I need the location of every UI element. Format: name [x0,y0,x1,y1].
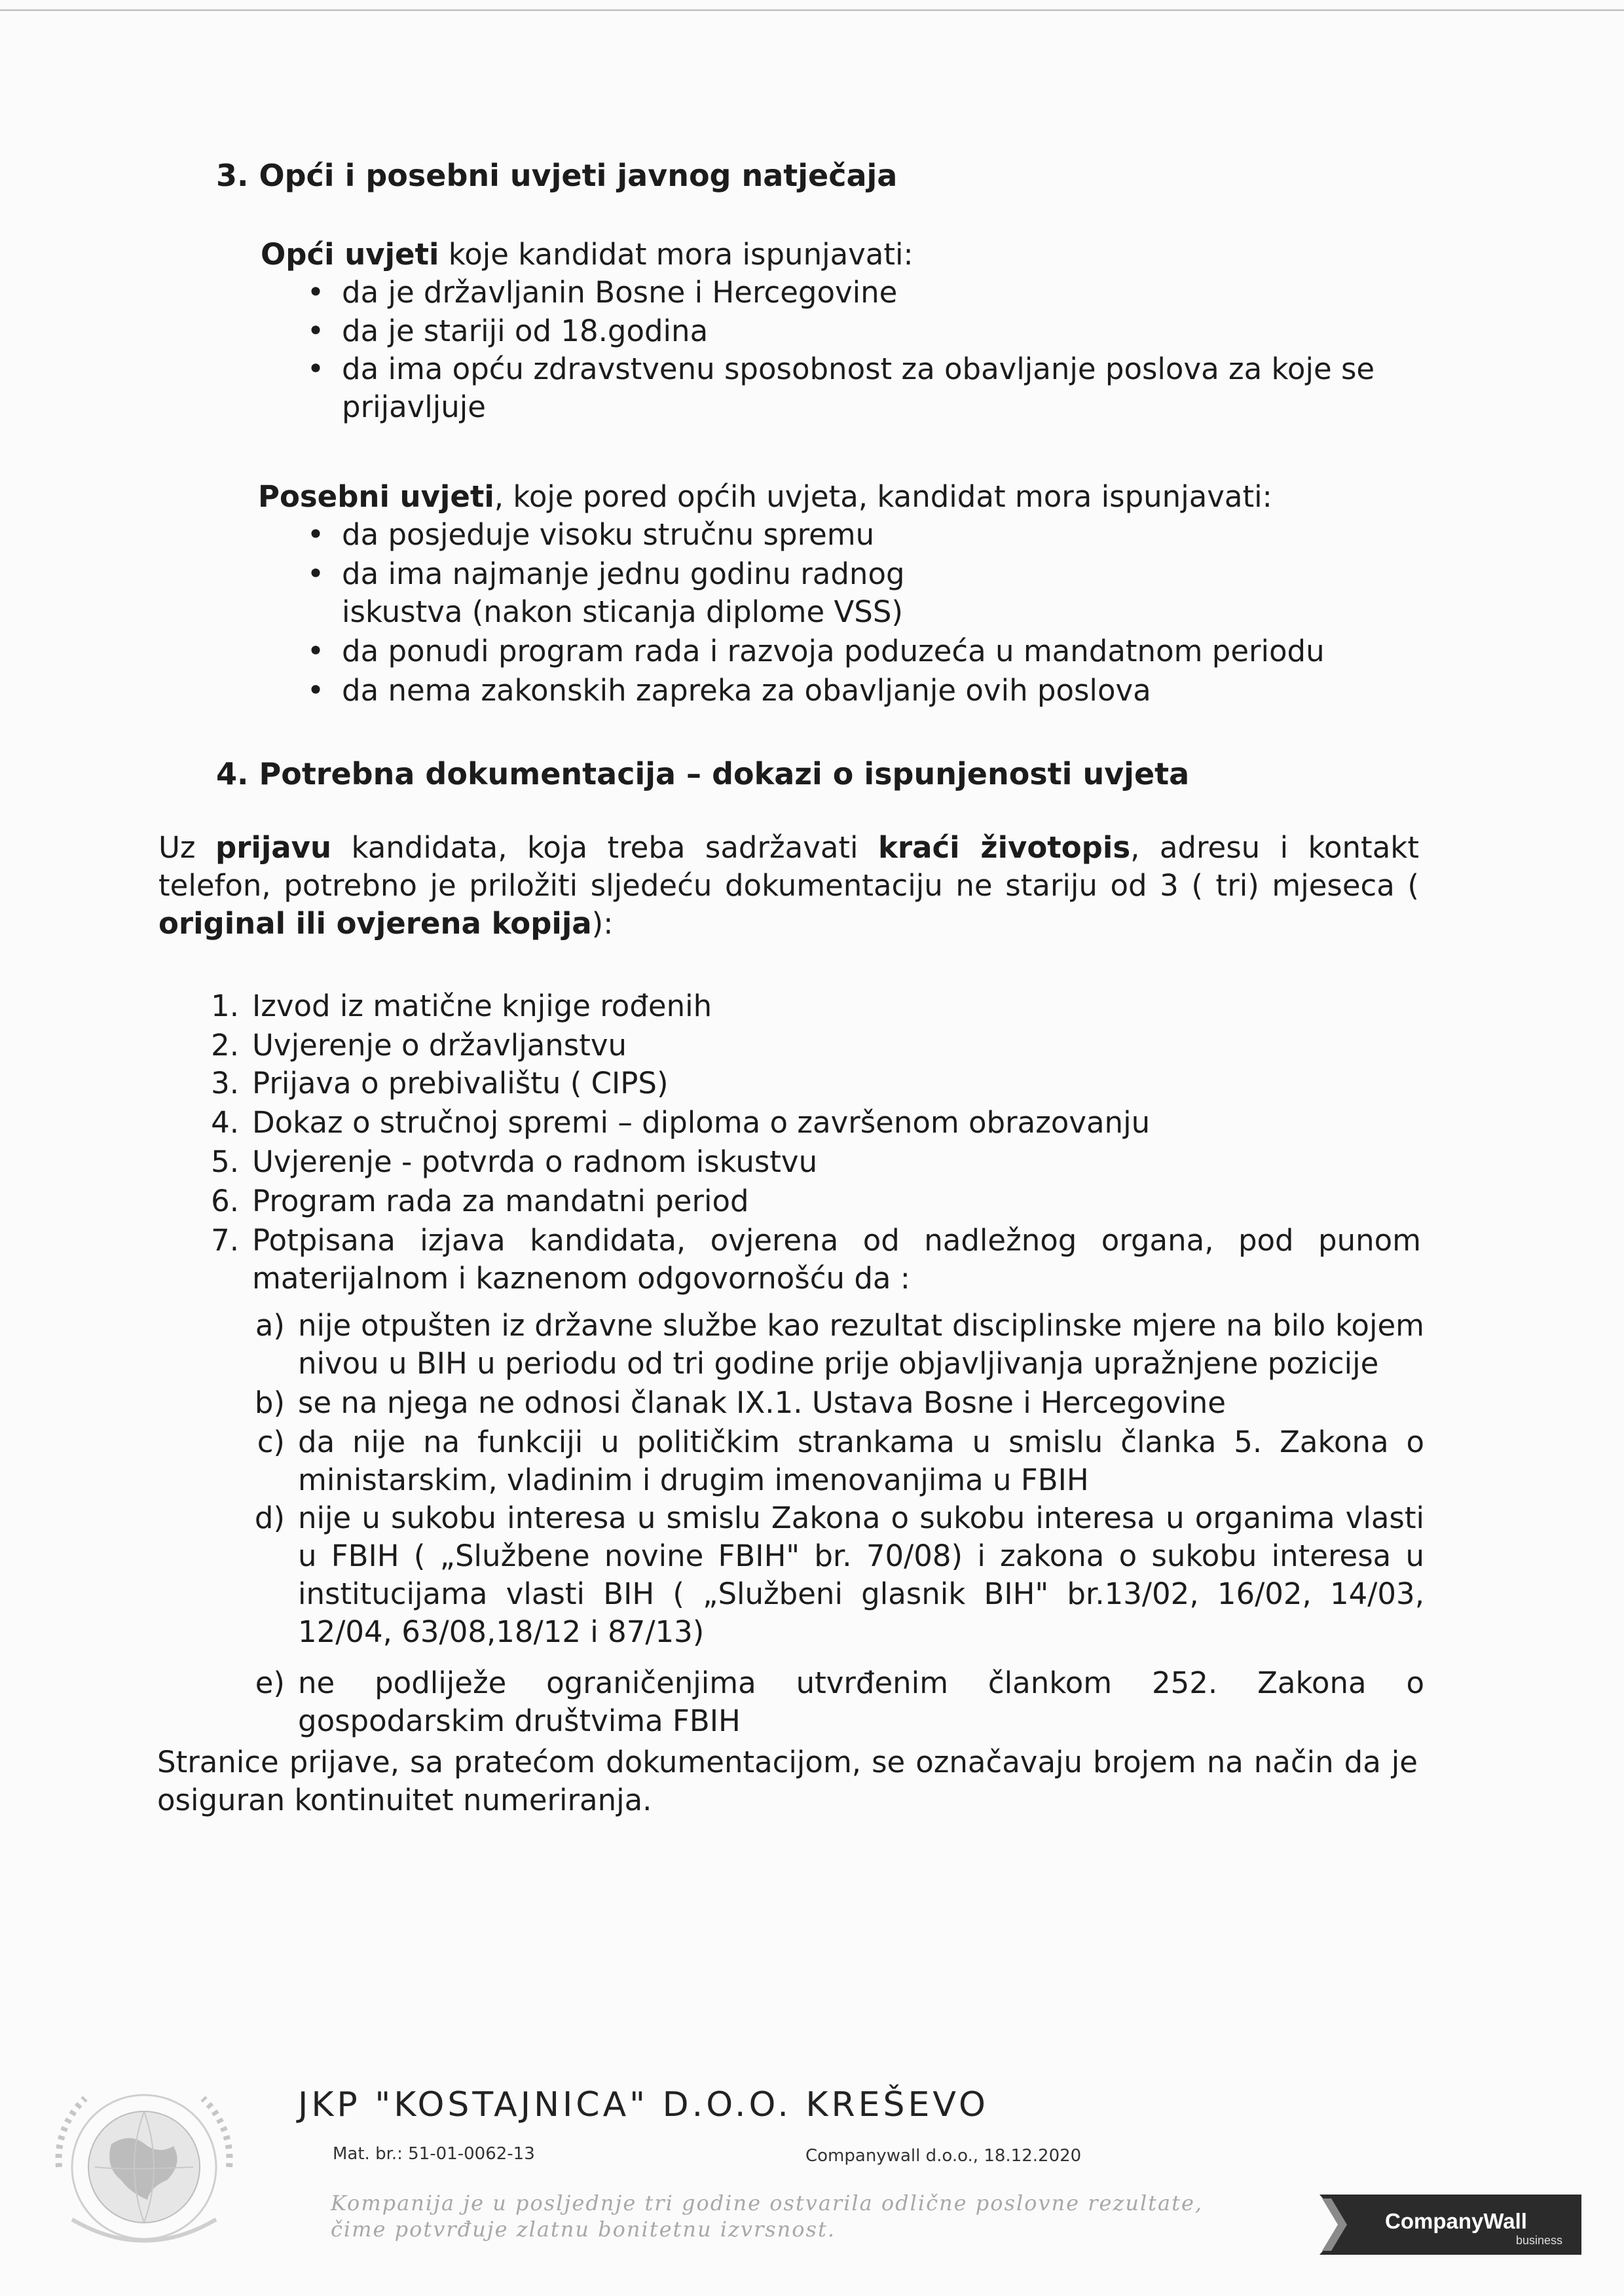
statement-sub-item-text: se na njega ne odnosi članak IX.1. Ustava Bosne i Hercegovine [298,1385,1226,1420]
document-item-text: Prijava o prebivalištu ( CIPS) [252,1066,669,1101]
special-conditions-label: Posebni uvjeti [258,479,494,514]
certificate-motto: Kompanija je u posljednje tri godine ostvarila odlične poslovne rezultate, čime potvrđuje zlatnu bonitetnu izvrsnost. [331,2191,1204,2242]
special-conditions-text: , koje pored općih uvjeta, kandidat mora ispunjavati: [494,479,1272,514]
document-item-number: 5. [211,1144,239,1179]
intro-text: ): [591,906,614,941]
bullet-marker: • [306,314,325,348]
intro-text: kandidata, koja treba sadržavati [331,830,878,865]
statement-sub-item-letter: a) [255,1308,285,1343]
company-name: JKP "KOSTAJNICA" D.O.O. KREŠEVO [298,2085,989,2124]
companywall-badge [1320,2195,1581,2255]
special-condition-item-text: da posjeduje visoku stručnu spremu [342,517,875,552]
general-condition-item-text: da ima opću zdravstvenu sposobnost za obavljanje poslova za koje se prijavljuje [342,352,1375,424]
statement-sub-item-text: da nije na funkciji u političkim strankama u smislu članka 5. Zakona o ministarskim, vladinim i drugim imenovanjima u FBIH [298,1425,1424,1497]
badge-name: CompanyWall [1385,2209,1527,2233]
document-item-number: 1. [211,989,239,1023]
bullet-marker: • [306,517,325,552]
certificate-date: Companywall d.o.o., 18.12.2020 [805,2146,1082,2166]
statement-sub-item-letter: d) [254,1501,285,1535]
intro-text: Uz [158,830,215,865]
special-condition-item-text: da nema zakonskih zapreka za obavljanje ovih poslova [342,673,1151,708]
document-item-text: Izvod iz matične knjige rođenih [252,989,712,1023]
statement-sub-item-letter: b) [254,1385,285,1420]
bullet-marker: • [306,634,325,668]
special-condition-item-text: da ima najmanje jednu godinu radnog iskustva (nakon sticanja diplome VSS) [342,556,905,629]
section-3-heading: 3. Opći i posebni uvjeti javnog natječaja [216,158,898,193]
document-item-number: 2. [211,1028,239,1063]
section-4-heading: 4. Potrebna dokumentacija – dokazi o ispunjenosti uvjeta [216,756,1190,792]
statement-sub-item-text: nije otpušten iz državne službe kao rezultat disciplinske mjere na bilo kojem nivou u BIH u periodu od tri godine prije objavljivanja upražnjene pozicije [298,1308,1424,1381]
globe-seal-logo [33,2069,255,2265]
intro-text: , adresu i kontakt telefon, potrebno je priložiti sljedeću dokumentaciju ne stariju od 3 ( tri) mjeseca ( [158,830,1419,903]
registration-number: Mat. br.: 51-01-0062-13 [333,2144,535,2164]
section-4-intro [158,829,1419,943]
bullet-marker: • [306,275,325,310]
document-item-text: Dokaz o stručnoj spremi – diploma o završenom obrazovanju [252,1105,1151,1140]
document-item-number: 6. [211,1184,239,1218]
scan-top-edge [0,9,1624,11]
special-condition-item-text: da ponudi program rada i razvoja poduzeća u mandatnom periodu [342,634,1325,668]
document-item-number: 4. [211,1105,239,1140]
general-condition-item-text: da je državljanin Bosne i Hercegovine [342,275,898,310]
statement-sub-item-text: ne podliježe ograničenjima utvrđenim člankom 252. Zakona o gospodarskim društvima FBIH [298,1666,1424,1738]
document-item-number: 7. [211,1223,239,1258]
general-conditions-text: koje kandidat mora ispunjavati: [439,237,913,272]
intro-emphasis: original ili ovjerena kopija [158,906,592,941]
bullet-marker: • [306,556,325,591]
intro-emphasis: kraći životopis [878,830,1131,865]
bullet-marker: • [306,352,325,386]
intro-emphasis: prijavu [215,830,331,865]
statement-sub-item-letter: e) [255,1666,285,1700]
general-conditions-lead [261,236,913,274]
badge-sub: business [1516,2234,1563,2247]
document-item-text: Uvjerenje o državljanstvu [252,1028,627,1063]
closing-paragraph: Stranice prijave, sa pratećom dokumentacijom, se označavaju brojem na način da je osiguran kontinuitet numeriranja. [157,1745,1418,1817]
statement-sub-item-text: nije u sukobu interesa u smislu Zakona o sukobu interesa u organima vlasti u FBIH ( „Službene novine FBIH" br. 70/08) i zakona o sukobu interesa u institucijama vlasti BIH ( „Službeni glasnik BIH" br.13/02, 16/02, 14/03, 12/04, 63/08,18/12 i 87/13) [298,1501,1424,1649]
general-condition-item-text: da je stariji od 18.godina [342,314,709,348]
general-conditions-label: Opći uvjeti [261,237,439,272]
document-item-text: Program rada za mandatni period [252,1184,749,1218]
document-item-number: 3. [211,1066,239,1101]
document-item-text: Uvjerenje - potvrda o radnom iskustvu [252,1144,818,1179]
document-item-text: Potpisana izjava kandidata, ovjerena od nadležnog organa, pod punom materijalnom i kaznenom odgovornošću da : [252,1223,1421,1296]
statement-sub-item-letter: c) [257,1425,285,1459]
special-conditions-lead [258,478,1272,516]
bullet-marker: • [306,673,325,708]
